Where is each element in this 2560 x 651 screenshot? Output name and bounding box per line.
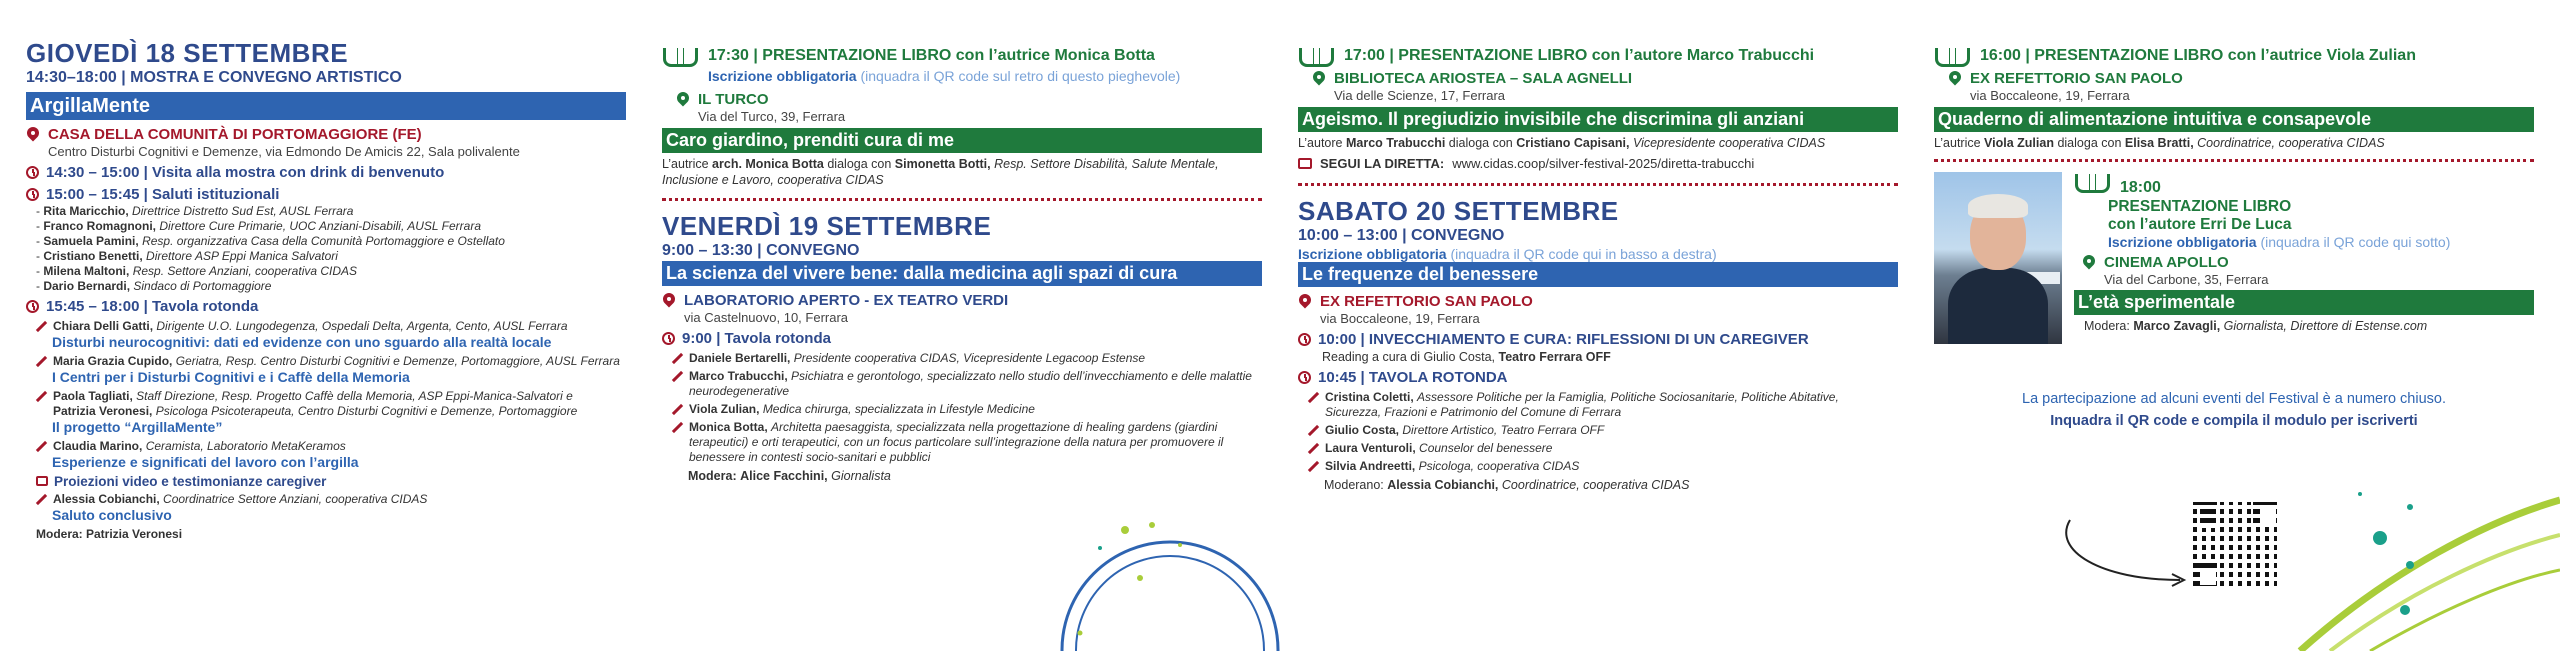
speaker-name: Alessia Cobianchi, bbox=[53, 492, 160, 506]
speaker-name: Patrizia Veronesi, bbox=[53, 404, 153, 418]
speaker: - Cristiano Benetti, Direttore ASP Eppi Manica Salvatori bbox=[36, 249, 338, 263]
schedule-text: 15:00 – 15:45 | Saluti istituzionali bbox=[46, 186, 280, 203]
location-address: via Castelnuovo, 10, Ferrara bbox=[684, 310, 849, 325]
location-address: via Boccaleone, 19, Ferrara bbox=[1320, 311, 1480, 326]
speaker-list bbox=[672, 351, 1262, 465]
book-heading bbox=[662, 46, 1262, 68]
speaker-name: Dario Bernardi, bbox=[43, 279, 131, 293]
speaker-name: Milena Maltoni, bbox=[43, 264, 130, 278]
registration-note: Iscrizione obbligatoria (inquadra il QR code qui in basso a destra) bbox=[1298, 246, 1717, 262]
map-pin-icon bbox=[1312, 71, 1326, 89]
speaker-role: Assessore Politiche per la Famiglia, Politiche Sociosanitarie, Politiche Abitative, Sicurezza, Frazioni e Patrimonio del Comune di Ferrara bbox=[1325, 390, 1839, 419]
schedule-text: 9:00 | Tavola rotonda bbox=[682, 330, 831, 347]
schedule-text: 10:00 | INVECCHIAMENTO E CURA: RIFLESSIONI DI UN CAREGIVER bbox=[1318, 331, 1809, 348]
schedule-text: 14:30 – 15:00 | Visita alla mostra con drink di benvenuto bbox=[46, 164, 445, 181]
talk-title: Saluto conclusivo bbox=[52, 507, 172, 523]
clock-icon bbox=[1298, 333, 1311, 346]
speaker-name: Giulio Costa, bbox=[1325, 423, 1400, 437]
talk-title: I Centri per i Disturbi Cognitivi e i Caffè della Memoria bbox=[52, 369, 410, 385]
location-address: Via del Turco, 39, Ferrara bbox=[698, 109, 846, 124]
clock-icon bbox=[26, 166, 39, 179]
info-text: La partecipazione ad alcuni eventi del Festival è a numero chiuso. Inquadra il QR code e compila il modulo per iscriverti bbox=[2022, 391, 2446, 429]
dotted-divider bbox=[1298, 183, 1898, 186]
speaker bbox=[1308, 390, 1898, 420]
pencil-icon bbox=[1308, 392, 1319, 403]
speaker-name: Franco Romagnoni, bbox=[43, 219, 157, 233]
speaker bbox=[36, 354, 626, 369]
reading-note: Reading a cura di Giulio Costa, Teatro Ferrara OFF bbox=[1322, 350, 1611, 364]
schedule-text: 15:45 – 18:00 | Tavola rotonda bbox=[46, 298, 259, 315]
projection bbox=[36, 474, 626, 489]
author-photo bbox=[1934, 172, 2062, 344]
moderator: Moderano: Alessia Cobianchi, Coordinatrice, cooperativa CIDAS bbox=[1324, 478, 1690, 492]
moderator: Modera: Alice Facchini, Giornalista bbox=[688, 469, 891, 483]
speaker-name: Samuela Pamini, bbox=[43, 234, 139, 248]
speaker: - Rita Maricchio, Direttrice Distretto Sud Est, AUSL Ferrara bbox=[36, 204, 354, 218]
speaker-role: Psicologa, cooperativa CIDAS bbox=[1418, 459, 1580, 473]
speaker-role: Counselor del benessere bbox=[1419, 441, 1553, 455]
speaker bbox=[672, 420, 1262, 465]
schedule-row bbox=[26, 186, 626, 204]
location bbox=[1312, 70, 1898, 104]
speaker-role: Direttrice Distretto Sud Est, AUSL Ferrara bbox=[132, 204, 354, 218]
map-pin-icon bbox=[662, 293, 676, 311]
location-name: EX REFETTORIO SAN PAOLO bbox=[1320, 293, 1533, 310]
speaker bbox=[1308, 423, 1898, 438]
column-thursday bbox=[26, 38, 626, 651]
speaker-name: Monica Botta, bbox=[689, 420, 768, 434]
book-event-title: 17:30 | PRESENTAZIONE LIBRO con l’autrice Monica Botta bbox=[708, 47, 1155, 64]
pencil-icon bbox=[672, 422, 683, 433]
book-title-bar: Ageismo. Il pregiudizio invisibile che discrimina gli anziani bbox=[1298, 107, 1898, 132]
book-heading bbox=[1934, 46, 2534, 68]
location bbox=[1948, 70, 2534, 104]
speaker-role: Medica chirurga, specializzata in Lifestyle Medicine bbox=[762, 402, 1035, 416]
speaker-role: Direttore Artistico, Teatro Ferrara OFF bbox=[1402, 423, 1605, 437]
speaker bbox=[672, 402, 1262, 417]
schedule-row bbox=[26, 298, 626, 316]
location bbox=[1298, 293, 1898, 327]
author-event bbox=[1934, 172, 2534, 344]
schedule-row bbox=[1298, 331, 1898, 349]
schedule-text: 10:45 | TAVOLA ROTONDA bbox=[1318, 369, 1508, 386]
moderator: Modera: Patrizia Veronesi bbox=[36, 527, 183, 541]
clock-icon bbox=[26, 300, 39, 313]
speaker-role: Geriatra, Resp. Centro Disturbi Cognitivi e Demenze, Portomaggiore, AUSL Ferrara bbox=[175, 354, 620, 368]
speaker-role: Coordinatrice Settore Anziani, cooperativa CIDAS bbox=[163, 492, 428, 506]
location-name: LABORATORIO APERTO - EX TEATRO VERDI bbox=[684, 292, 1009, 309]
talk-title: Disturbi neurocognitivi: dati ed evidenze con uno sguardo alla realtà locale bbox=[52, 334, 552, 350]
event-title-bar: La scienza del vivere bene: dalla medicina agli spazi di cura bbox=[662, 261, 1262, 286]
column-saturday bbox=[1298, 46, 1898, 651]
speaker-name: Silvia Andreetti, bbox=[1325, 459, 1416, 473]
day-heading: SABATO 20 SETTEMBRE bbox=[1298, 196, 1619, 226]
pencil-icon bbox=[36, 391, 47, 402]
video-icon bbox=[36, 476, 48, 486]
speaker-role: Presidente cooperativa CIDAS, Vicepresidente Legacoop Estense bbox=[793, 351, 1146, 365]
speaker: - Dario Bernardi, Sindaco di Portomaggiore bbox=[36, 279, 272, 293]
book-description: L’autore Marco Trabucchi dialoga con Cristiano Capisani, Vicepresidente cooperativa CIDAS bbox=[1298, 136, 1826, 150]
map-pin-icon bbox=[1948, 71, 1962, 89]
location-address: Via del Carbone, 35, Ferrara bbox=[2104, 272, 2269, 287]
location bbox=[26, 126, 626, 160]
schedule-row bbox=[1298, 369, 1898, 387]
book-heading bbox=[1298, 46, 1898, 68]
clock-icon bbox=[1298, 371, 1311, 384]
speaker bbox=[36, 492, 626, 507]
time-heading: 9:00 – 13:30 | CONVEGNO bbox=[662, 242, 860, 259]
book-description: L’autrice Viola Zulian dialoga con Elisa Bratti, Coordinatrice, cooperativa CIDAS bbox=[1934, 136, 2385, 150]
book-event-title: 17:00 | PRESENTAZIONE LIBRO con l’autore Marco Trabucchi bbox=[1344, 47, 1815, 64]
speaker bbox=[1308, 441, 1898, 456]
speaker bbox=[36, 439, 626, 454]
clock-icon bbox=[662, 332, 675, 345]
location-name: CASA DELLA COMUNITÀ DI PORTOMAGGIORE (FE) bbox=[48, 126, 422, 143]
location-address: Via delle Scienze, 17, Ferrara bbox=[1334, 88, 1506, 103]
speaker-name: Laura Venturoli, bbox=[1325, 441, 1416, 455]
dotted-divider bbox=[1934, 159, 2534, 162]
location-name: CINEMA APOLLO bbox=[2104, 254, 2229, 271]
book-title-bar: L’età sperimentale bbox=[2074, 290, 2534, 315]
clock-icon bbox=[26, 188, 39, 201]
speaker-name: Cristiano Benetti, bbox=[43, 249, 143, 263]
location-address: Centro Disturbi Cognitivi e Demenze, via Edmondo De Amicis 22, Sala polivalente bbox=[48, 144, 520, 159]
speaker-role: Ceramista, Laboratorio MetaKeramos bbox=[145, 439, 346, 453]
speaker: - Samuela Pamini, Resp. organizzativa Casa della Comunità Portomaggiore e Ostellato bbox=[36, 234, 505, 248]
book-icon bbox=[1934, 46, 1974, 68]
book-heading bbox=[2074, 172, 2534, 198]
live-label: SEGUI LA DIRETTA: bbox=[1320, 156, 1445, 171]
dotted-divider bbox=[662, 198, 1262, 201]
speaker-role: Psicologa Psicoterapeuta, Centro Disturbi Cognitivi e Demenze, Portomaggiore bbox=[155, 404, 578, 418]
speaker bbox=[36, 389, 626, 419]
speaker bbox=[672, 369, 1262, 399]
speaker-name: Rita Maricchio, bbox=[43, 204, 129, 218]
pencil-icon bbox=[1308, 461, 1319, 472]
speaker-name: Marco Trabucchi, bbox=[689, 369, 788, 383]
schedule-row bbox=[26, 164, 626, 182]
pencil-icon bbox=[672, 404, 683, 415]
speaker-name: Chiara Delli Gatti, bbox=[53, 319, 154, 333]
book-icon bbox=[2074, 172, 2114, 194]
speaker-role: Dirigente U.O. Lungodegenza, Ospedali Delta, Argenta, Cento, AUSL Ferrara bbox=[156, 319, 568, 333]
speaker-role: Staff Direzione, Resp. Progetto Caffè della Memoria, ASP Eppi-Manica-Salvatori e bbox=[136, 389, 573, 403]
location bbox=[2082, 254, 2534, 288]
book-event-title: PRESENTAZIONE LIBRO con l’autore Erri De Luca bbox=[2108, 198, 2292, 233]
talk-title: Esperienze e significati del lavoro con l’argilla bbox=[52, 454, 359, 470]
location-name: IL TURCO bbox=[698, 91, 769, 108]
projection-text: Proiezioni video e testimonianze caregiver bbox=[54, 474, 327, 489]
speaker-list bbox=[36, 204, 626, 294]
speaker: - Franco Romagnoni, Direttore Cure Primarie, UOC Anziani-Disabili, AUSL Ferrara bbox=[36, 219, 482, 233]
speaker-name: Claudia Marino, bbox=[53, 439, 143, 453]
pencil-icon bbox=[36, 441, 47, 452]
speaker-name: Viola Zulian, bbox=[689, 402, 760, 416]
speaker bbox=[36, 319, 626, 334]
speaker-name: Maria Grazia Cupido, bbox=[53, 354, 173, 368]
book-icon bbox=[662, 46, 702, 68]
map-pin-icon bbox=[1298, 294, 1312, 312]
speaker-list bbox=[1308, 390, 1898, 474]
speaker-role: Direttore Cure Primarie, UOC Anziani-Disabili, AUSL Ferrara bbox=[159, 219, 482, 233]
map-pin-icon bbox=[676, 92, 690, 110]
pencil-icon bbox=[36, 494, 47, 505]
speaker-name: Paola Tagliati, bbox=[53, 389, 133, 403]
location-address: via Boccaleone, 19, Ferrara bbox=[1970, 88, 2130, 103]
pencil-icon bbox=[1308, 443, 1319, 454]
registration-note: Iscrizione obbligatoria (inquadra il QR code sul retro di questo pieghevole) bbox=[708, 68, 1181, 84]
pencil-icon bbox=[36, 321, 47, 332]
tv-icon bbox=[1298, 158, 1312, 169]
pencil-icon bbox=[1308, 425, 1319, 436]
book-event-title: 16:00 | PRESENTAZIONE LIBRO con l’autrice Viola Zulian bbox=[1980, 47, 2416, 64]
book-title-bar: Quaderno di alimentazione intuitiva e consapevole bbox=[1934, 107, 2534, 132]
speaker-name: Daniele Bertarelli, bbox=[689, 351, 791, 365]
talk-title: Il progetto “ArgillaMente” bbox=[52, 419, 223, 435]
speaker bbox=[1308, 459, 1898, 474]
book-icon bbox=[1298, 46, 1338, 68]
speaker-role: Resp. organizzativa Casa della Comunità Portomaggiore e Ostellato bbox=[142, 234, 505, 248]
speaker-role: Sindaco di Portomaggiore bbox=[133, 279, 272, 293]
moderator: Modera: Marco Zavagli, Giornalista, Direttore di Estense.com bbox=[2084, 319, 2428, 333]
round-table bbox=[36, 319, 626, 542]
schedule-row bbox=[662, 330, 1262, 348]
time-heading: 10:00 – 13:00 | CONVEGNO bbox=[1298, 227, 1505, 244]
speaker-role: Direttore ASP Eppi Manica Salvatori bbox=[146, 249, 338, 263]
location-name: BIBLIOTECA ARIOSTEA – SALA AGNELLI bbox=[1334, 70, 1633, 87]
live-url[interactable]: www.cidas.coop/silver-festival-2025/diretta-trabucchi bbox=[1452, 156, 1755, 171]
pencil-icon bbox=[672, 371, 683, 382]
location-name: EX REFETTORIO SAN PAOLO bbox=[1970, 70, 2183, 87]
speaker-name: Cristina Coletti, bbox=[1325, 390, 1414, 404]
day-heading: VENERDÌ 19 SETTEMBRE bbox=[662, 211, 992, 241]
decorative-swoosh bbox=[2060, 480, 2560, 651]
day-heading: GIOVEDÌ 18 SETTEMBRE bbox=[26, 38, 349, 68]
speaker-role: Psichiatra e gerontologo, specializzato nello studio dell’invecchiamento e delle malattie neurodegenerative bbox=[689, 369, 1252, 398]
book-event-time: 18:00 bbox=[2120, 179, 2161, 196]
speaker: - Milena Maltoni, Resp. Settore Anziani, cooperativa CIDAS bbox=[36, 264, 358, 278]
pencil-icon bbox=[672, 353, 683, 364]
map-pin-icon bbox=[26, 127, 40, 145]
event-title-bar: Le frequenze del benessere bbox=[1298, 262, 1898, 287]
location bbox=[662, 292, 1262, 326]
speaker-role: Resp. Settore Anziani, cooperativa CIDAS bbox=[132, 264, 358, 278]
map-pin-icon bbox=[2082, 255, 2096, 273]
live-stream bbox=[1298, 156, 1898, 171]
decorative-circles bbox=[980, 500, 1380, 651]
pencil-icon bbox=[36, 356, 47, 367]
book-description: L’autrice arch. Monica Botta dialoga con Simonetta Botti, Resp. Settore Disabilità, Salute Mentale, Inclusione e Lavoro, cooperativa CIDAS bbox=[662, 157, 1219, 187]
time-heading: 14:30–18:00 | MOSTRA E CONVEGNO ARTISTICO bbox=[26, 69, 402, 86]
event-title-bar: ArgillaMente bbox=[26, 92, 626, 120]
book-title-bar: Caro giardino, prenditi cura di me bbox=[662, 128, 1262, 153]
registration-note: Iscrizione obbligatoria (inquadra il QR code qui sotto) bbox=[2108, 234, 2451, 250]
qr-code-icon[interactable] bbox=[2193, 502, 2277, 586]
speaker bbox=[672, 351, 1262, 366]
location bbox=[676, 91, 1262, 125]
speaker-role: Architetta paesaggista, specializzata nella progettazione di healing gardens (giardini terapeutici) e orti terapeutici, con un focus particolare sull’integrazione della natura per promuovere il benessere in contesti socio-sanitari e pubblici bbox=[689, 420, 1224, 464]
